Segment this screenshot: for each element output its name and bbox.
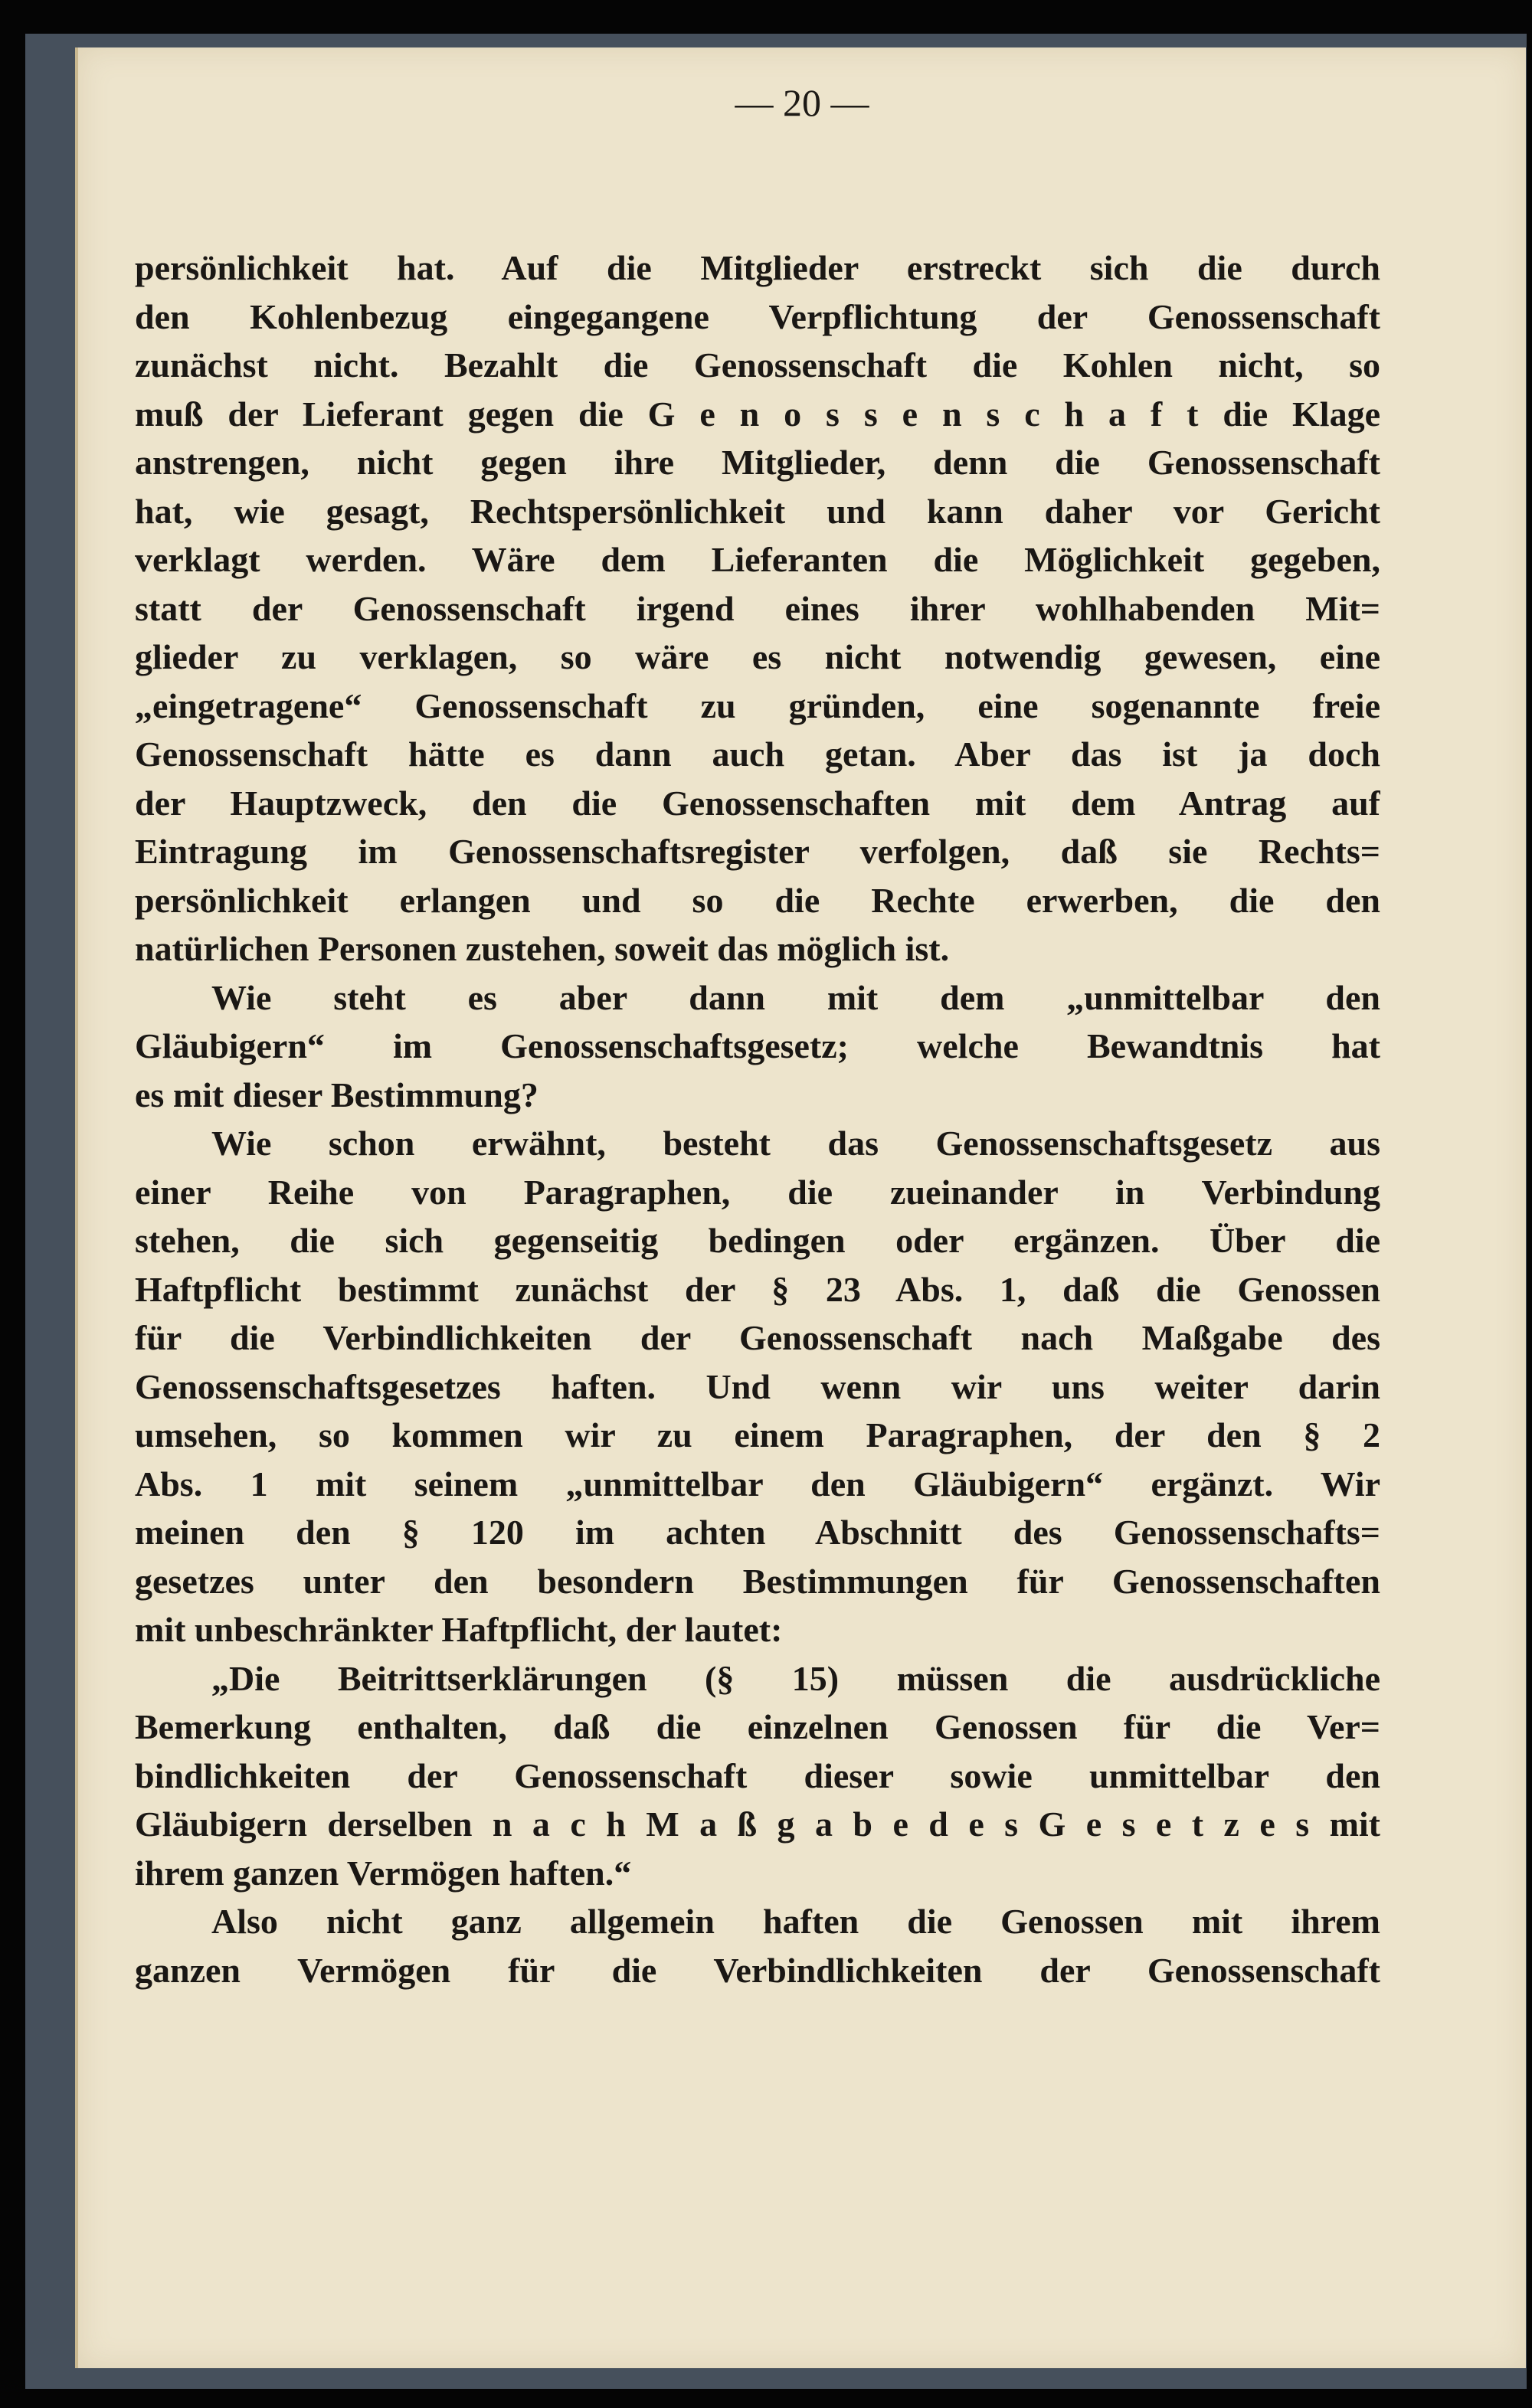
text-line: persönlichkeit erlangen und so die Rechte erwerben, die den (135, 880, 1380, 920)
text-line: den Kohlenbezug eingegangene Verpflichtung der Genossenschaft (135, 296, 1380, 336)
text-line: zunächst nicht. Bezahlt die Genossenschaft die Kohlen nicht, so (135, 345, 1380, 384)
text-line: meinen den § 120 im achten Abschnitt des Genossenschafts= (135, 1513, 1380, 1552)
text-line: mit unbeschränkter Haftpflicht, der lautet: (135, 1610, 783, 1649)
text-line: natürlichen Personen zustehen, soweit das möglich ist. (135, 929, 950, 968)
text-line: persönlichkeit hat. Auf die Mitglieder erstreckt sich die durch (135, 248, 1380, 287)
text-line: „eingetragene“ Genossenschaft zu gründen, eine sogenannte freie (135, 685, 1380, 725)
text-line: Gläubigern“ im Genossenschaftsgesetz; welche Bewandtnis hat (135, 1026, 1380, 1065)
text-line: Wie schon erwähnt, besteht das Genossenschaftsgesetz aus (211, 1124, 1380, 1163)
text-line: Wie steht es aber dann mit dem „unmittelbar den (211, 977, 1380, 1017)
text-line: einer Reihe von Paragraphen, die zueinander in Verbindung (135, 1172, 1380, 1212)
text-line: muß der Lieferant gegen die G e n o s s e n s c h a f t die Klage (135, 394, 1380, 434)
text-line: Also nicht ganz allgemein haften die Genossen mit ihrem (211, 1902, 1380, 1941)
text-line: gesetzes unter den besondern Bestimmungen für Genossenschaften (135, 1561, 1380, 1601)
text-line: „Die Beitrittserklärungen (§ 15) müssen die ausdrückliche (211, 1658, 1380, 1698)
text-line: bindlichkeiten der Genossenschaft dieser sowie unmittelbar den (135, 1755, 1380, 1795)
text-line: anstrengen, nicht gegen ihre Mitglieder, denn die Genossenschaft (135, 443, 1380, 482)
text-line: verklagt werden. Wäre dem Lieferanten die Möglichkeit gegeben, (135, 540, 1380, 579)
text-line: umsehen, so kommen wir zu einem Paragraphen, der den § 2 (135, 1415, 1380, 1454)
text-line: Bemerkung enthalten, daß die einzelnen Genossen für die Ver= (135, 1707, 1380, 1746)
text-line: Haftpflicht bestimmt zunächst der § 23 Abs. 1, daß die Genossen (135, 1269, 1380, 1309)
text-line: Eintragung im Genossenschaftsregister verfolgen, daß sie Rechts= (135, 832, 1380, 871)
text-line: glieder zu verklagen, so wäre es nicht notwendig gewesen, eine (135, 637, 1380, 676)
text-line: Genossenschaftsgesetzes haften. Und wenn wir uns weiter darin (135, 1366, 1380, 1406)
text-line: statt der Genossenschaft irgend eines ihrer wohlhabenden Mit= (135, 588, 1380, 628)
text-line: stehen, die sich gegenseitig bedingen oder ergänzen. Über die (135, 1221, 1380, 1260)
text-line: hat, wie gesagt, Rechtspersönlichkeit und kann daher vor Gericht (135, 491, 1380, 531)
page-number: — 20 — (735, 81, 869, 124)
text-line: der Hauptzweck, den die Genossenschaften mit dem Antrag auf (135, 783, 1380, 823)
text-line: für die Verbindlichkeiten der Genossenschaft nach Maßgabe des (135, 1318, 1380, 1357)
body-text (135, 244, 1380, 1994)
text-line: Genossenschaft hätte es dann auch getan. Aber das ist ja doch (135, 735, 1380, 774)
text-line: Abs. 1 mit seinem „unmittelbar den Gläubigern“ ergänzt. Wir (135, 1464, 1380, 1503)
text-line: Gläubigern derselben n a c h M a ß g a b e d e s G e s e t z e s mit (135, 1804, 1380, 1844)
text-line: es mit dieser Bestimmung? (135, 1075, 538, 1114)
text-line: ihrem ganzen Vermögen haften.“ (135, 1853, 632, 1893)
text-line: ganzen Vermögen für die Verbindlichkeiten der Genossenschaft (135, 1950, 1380, 1990)
